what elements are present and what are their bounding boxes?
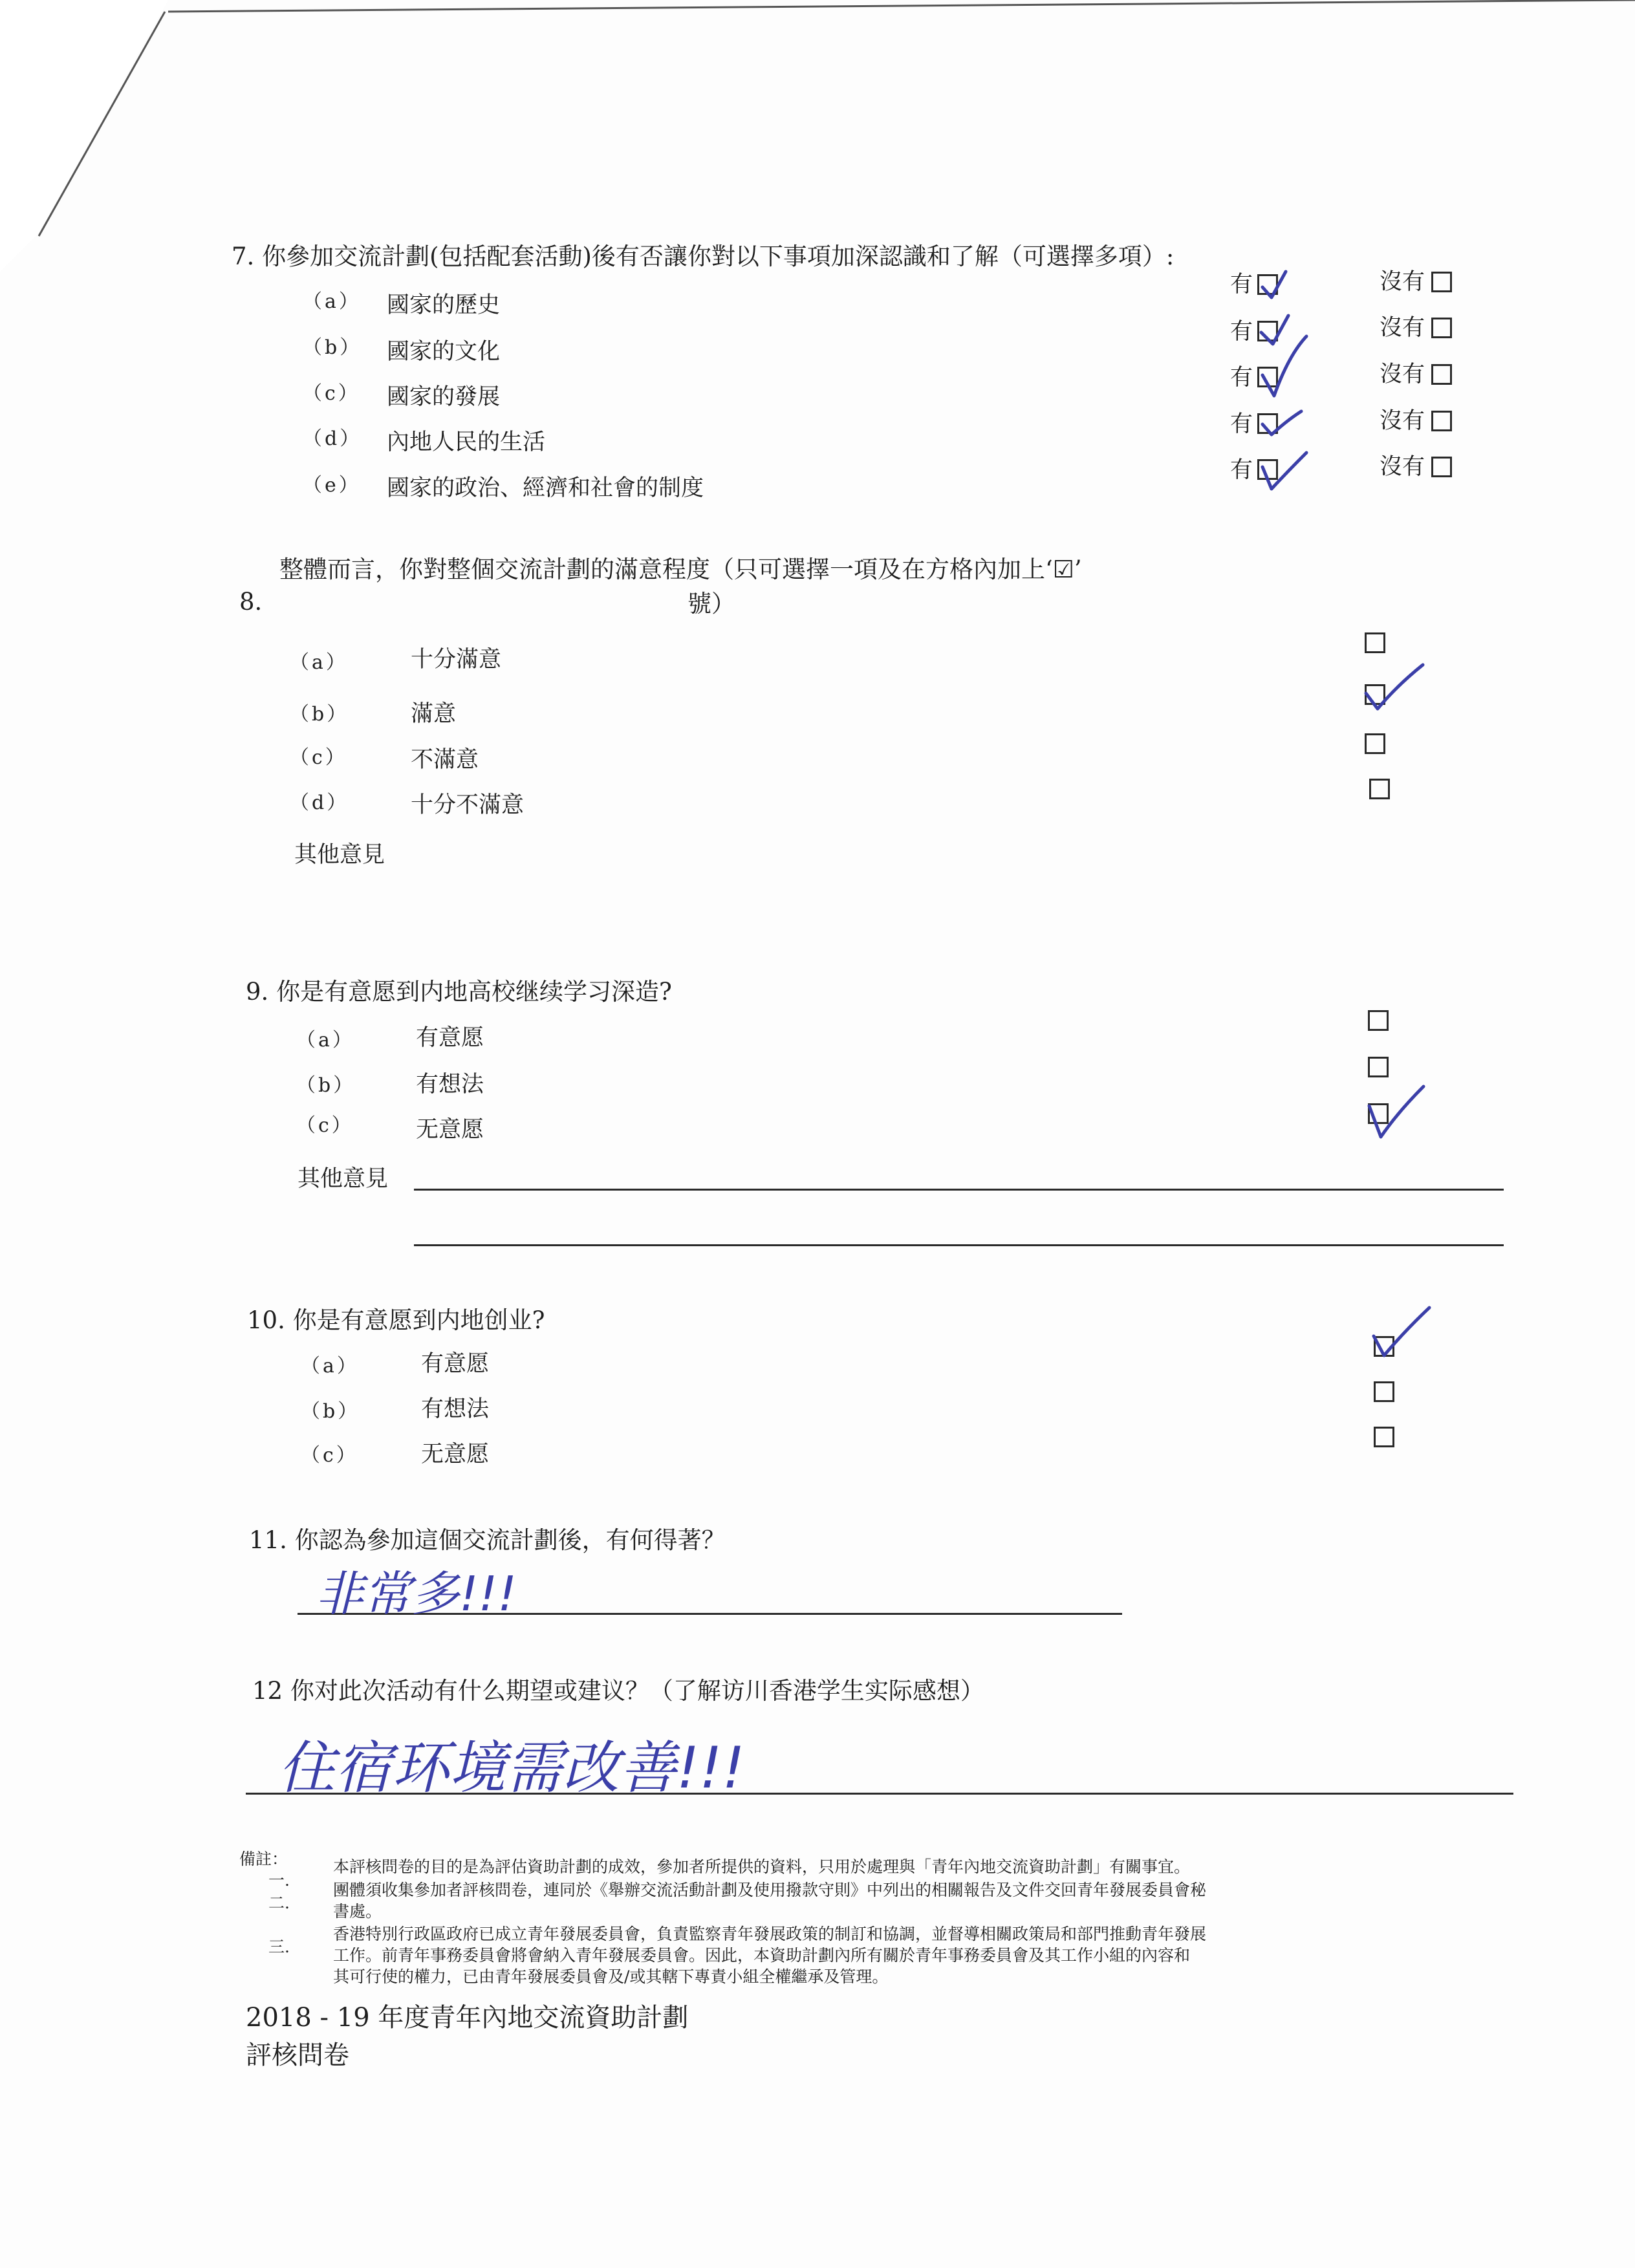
q7-item-d-no-label: 沒有 [1380,408,1425,434]
note-3-text: 香港特別行政區政府已成立青年發展委員會，負責監察青年發展政策的制訂和協調，並督導相關政策局和部門推動青年發展 [333,1925,1207,1943]
q11-question: 11. 你認為參加這個交流計劃後，有何得著？ [249,1526,726,1554]
q7-item-c-no-checkbox[interactable] [1431,364,1452,385]
q10-option-c-label: （c） [301,1444,358,1467]
note-3-text-cont2: 其可行使的權力，已由青年發展委員會及/或其轄下專責小組全權繼承及管理。 [333,1967,889,1986]
q12-question: 12 你对此次活动有什么期望或建议？（了解访川香港学生实际感想） [252,1677,984,1705]
note-2-number: 二. [268,1894,290,1912]
q7-item-e-no-label: 沒有 [1380,454,1425,480]
q8-option-a-label: （a） [290,651,348,674]
q8-question-cont: 號） [688,590,735,618]
q7-item-b-no-label: 沒有 [1380,315,1425,341]
q9-option-c-text: 无意愿 [416,1117,484,1143]
q7-item-c-label: （c） [303,382,360,405]
q12-handwritten-answer: 住宿环境需改善!!! [278,1734,745,1801]
q9-other-comments-label: 其他意見 [298,1166,389,1192]
q10-option-a-text: 有意愿 [421,1351,490,1377]
q7-item-b-no-checkbox[interactable] [1431,318,1452,338]
q8-option-b-text: 滿意 [411,701,457,727]
q8-option-d-text: 十分不滿意 [411,792,525,818]
q9-option-c-label: （c） [296,1114,354,1137]
q7-item-d-label: （d） [303,427,362,450]
note-3-number: 三. [268,1938,290,1956]
notes-heading: 備註： [239,1850,288,1868]
q8-option-b-label: （b） [290,703,349,726]
q7-item-a-yes-label: 有 [1230,272,1253,297]
q7-item-d-yes-label: 有 [1230,411,1253,437]
q10-option-a-label: （a） [301,1355,359,1377]
note-2-text: 團體須收集參加者評核問卷，連同於《舉辦交流活動計劃及使用撥款守則》中列出的相關報告及文件交回青年發展委員會秘 [333,1881,1207,1899]
footer-form-title: 評核問卷 [246,2040,349,2070]
q7-question: 7. 你參加交流計劃(包括配套活動)後有否讓你對以下事項加深認識和了解（可選擇多項）: [232,243,1175,270]
q8-handwritten-checkmark [1358,653,1436,718]
q10-handwritten-checkmark [1365,1300,1442,1371]
q8-option-a-text: 十分滿意 [411,647,502,673]
q9-comment-line-2[interactable] [414,1244,1504,1246]
q7-item-b-yes-label: 有 [1230,319,1253,345]
q7-item-e-label: （e） [303,474,361,497]
q7-item-d-no-checkbox[interactable] [1431,411,1452,431]
q8-option-c-label: （c） [290,746,347,769]
q7-item-d-text: 內地人民的生活 [387,429,546,455]
q8-number: 8. [239,588,263,616]
q9-option-a-label: （a） [296,1029,354,1052]
q7-item-a-label: （a） [303,290,361,313]
q10-option-b-label: （b） [301,1400,360,1423]
q9-handwritten-checkmark [1361,1061,1439,1145]
q7-item-b-label: （b） [303,336,362,359]
q9-comment-line-1[interactable] [414,1189,1504,1191]
q7-item-c-yes-label: 有 [1230,365,1253,391]
q9-option-b-label: （b） [296,1074,356,1097]
q10-option-c-text: 无意愿 [421,1442,490,1467]
q7-item-a-no-checkbox[interactable] [1431,272,1452,292]
q7-item-c-text: 國家的發展 [387,384,501,410]
q10-option-c-checkbox[interactable] [1374,1427,1394,1447]
note-1-number: 一. [268,1871,290,1890]
q10-option-b-text: 有想法 [421,1396,490,1422]
q8-option-d-checkbox[interactable] [1369,779,1390,799]
q10-option-b-checkbox[interactable] [1374,1381,1394,1402]
q8-option-c-checkbox[interactable] [1365,733,1385,754]
q7-handwritten-checkmarks [1248,259,1326,504]
q8-other-comments-label: 其他意見 [294,842,385,868]
q7-item-b-text: 國家的文化 [387,339,501,365]
q7-item-c-no-label: 沒有 [1380,362,1425,387]
q9-option-b-text: 有想法 [416,1072,484,1097]
q9-option-a-text: 有意愿 [416,1025,484,1051]
q7-item-e-no-checkbox[interactable] [1431,457,1452,477]
note-3-text-cont: 工作。前青年事務委員會將會納入青年發展委員會。因此，本資助計劃內所有關於青年事務委員會及其工作小組的內容和 [333,1946,1191,1965]
note-2-text-cont: 書處。 [333,1902,382,1921]
folded-corner [0,0,1635,272]
q11-handwritten-answer: 非常多!!! [316,1566,517,1622]
q8-option-d-label: （d） [290,792,349,814]
q8-option-c-text: 不滿意 [411,747,479,773]
q7-item-e-yes-label: 有 [1230,457,1253,483]
q8-question: 整體而言，你對整個交流計劃的滿意程度（只可選擇一項及在方格內加上‘☑’ [279,556,1082,583]
footer-scheme-title: 2018 - 19 年度青年內地交流資助計劃 [246,2003,689,2033]
q7-item-e-text: 國家的政治、經濟和社會的制度 [387,475,704,501]
q7-item-a-no-label: 沒有 [1380,269,1425,295]
q9-question: 9. 你是有意愿到内地高校继续学习深造? [246,978,672,1006]
q10-question: 10. 你是有意愿到内地创业? [247,1306,545,1334]
note-1-text: 本評核問卷的目的是為評估資助計劃的成效，參加者所提供的資料，只用於處理與「青年內地交流資助計劃」有關事宜。 [333,1857,1191,1876]
q7-item-a-text: 國家的歷史 [387,292,501,318]
q9-option-a-checkbox[interactable] [1368,1010,1389,1031]
q8-option-a-checkbox[interactable] [1365,632,1385,653]
